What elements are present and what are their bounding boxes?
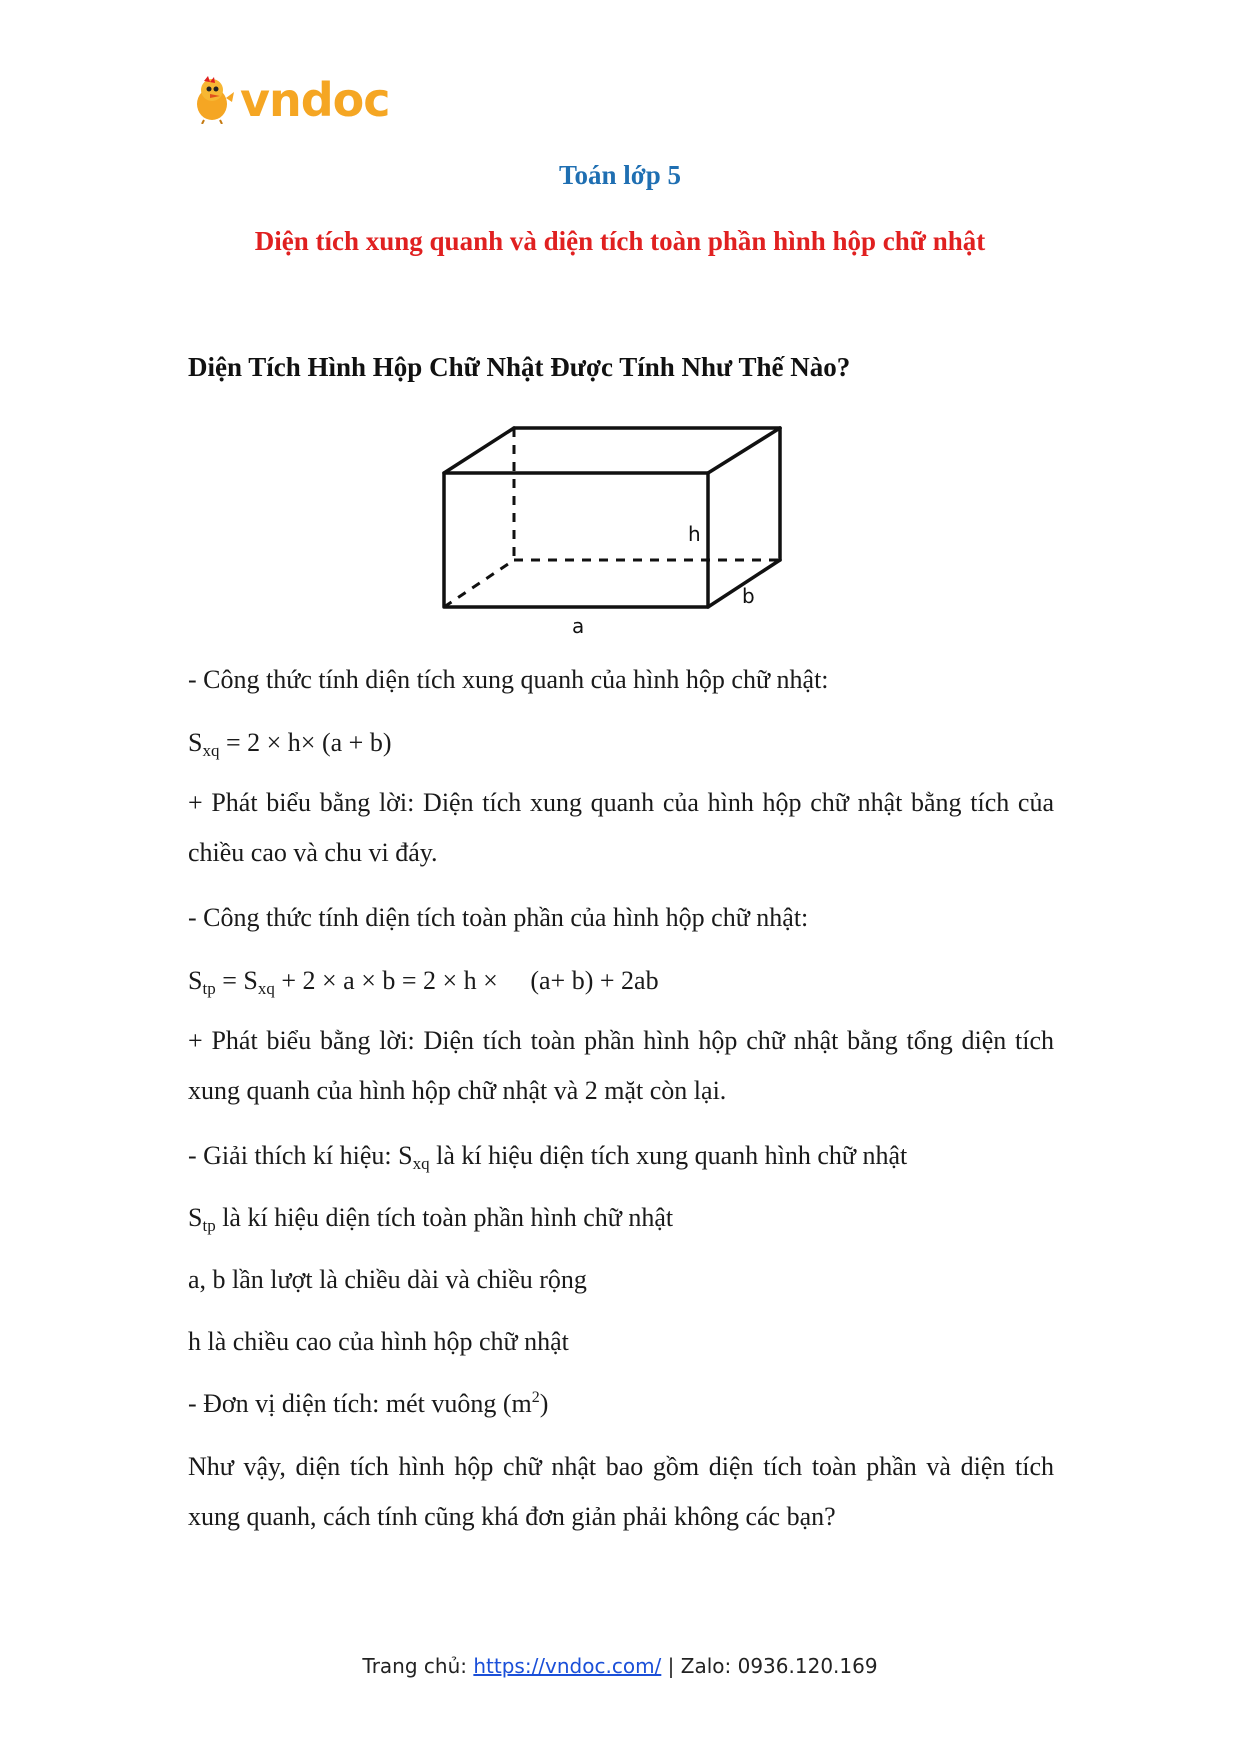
cuboid-figure — [430, 415, 810, 640]
logo-text: vndoc — [240, 73, 390, 127]
symbol-explanation-ab: a, b lần lượt là chiều dài và chiều rộng — [188, 1265, 587, 1294]
label-b: b — [742, 584, 755, 608]
formula-tp-intro: - Công thức tính diện tích toàn phần của hình hộp chữ nhật: — [188, 903, 809, 932]
footer-prefix: Trang chủ: — [362, 1654, 474, 1678]
top-right-edge — [708, 428, 780, 473]
formula-tp-statement: + Phát biểu bằng lời: Diện tích toàn phần hình hộp chữ nhật bằng tổng diện tích xung quanh của hình hộp chữ nhật và 2 mặt còn lại. — [188, 1026, 1054, 1105]
hidden-left-bottom-edge — [444, 560, 514, 607]
label-h: h — [688, 522, 701, 546]
top-left-edge — [444, 428, 514, 473]
formula-xq: $S_{xq} = 2 \times h\times (a + b)$ — [188, 728, 392, 760]
formula-tp: $S_{tp} = S_{xq} + 2 \times a \times b = 2 \times h$ × (a+ b) + 2ab — [188, 966, 659, 998]
label-a: a — [572, 614, 585, 635]
page-title: Toán lớp 5 — [558, 160, 681, 190]
conclusion: Như vậy, diện tích hình hộp chữ nhật bao gồm diện tích toàn phần và diện tích xung quanh, cách tính cũng khá đơn giản phải không các bạn? — [188, 1452, 1054, 1531]
symbol-explanation-h: h là chiều cao của hình hộp chữ nhật — [188, 1327, 569, 1356]
chick-mascot-icon — [190, 76, 236, 124]
formula-xq-statement: + Phát biểu bằng lời: Diện tích xung quanh của hình hộp chữ nhật bằng tích của chiều cao và chu vi đáy. — [188, 788, 1054, 867]
section-heading: Diện Tích Hình Hộp Chữ Nhật Được Tính Như Thế Nào? — [188, 352, 851, 382]
formula-xq-intro: - Công thức tính diện tích xung quanh của hình hộp chữ nhật: — [188, 665, 829, 694]
symbol-explanation-xq: - Giải thích kí hiệu: $S_{xq}$ là kí hiệu diện tích xung quanh hình chữ nhật — [188, 1141, 908, 1173]
page-subtitle: Diện tích xung quanh và diện tích toàn phần hình hộp chữ nhật — [254, 226, 986, 256]
area-unit: - Đơn vị diện tích: mét vuông $(m^2)$ — [188, 1389, 549, 1418]
front-face — [444, 473, 708, 607]
homepage-link[interactable]: https://vndoc.com/ — [473, 1654, 662, 1678]
vndoc-logo[interactable] — [190, 73, 390, 127]
footer-contact: | Zalo: 0936.120.169 — [661, 1654, 878, 1678]
symbol-explanation-tp: $S_{tp}$ là kí hiệu diện tích toàn phần hình chữ nhật — [188, 1203, 674, 1235]
page-footer — [0, 1654, 1240, 1678]
